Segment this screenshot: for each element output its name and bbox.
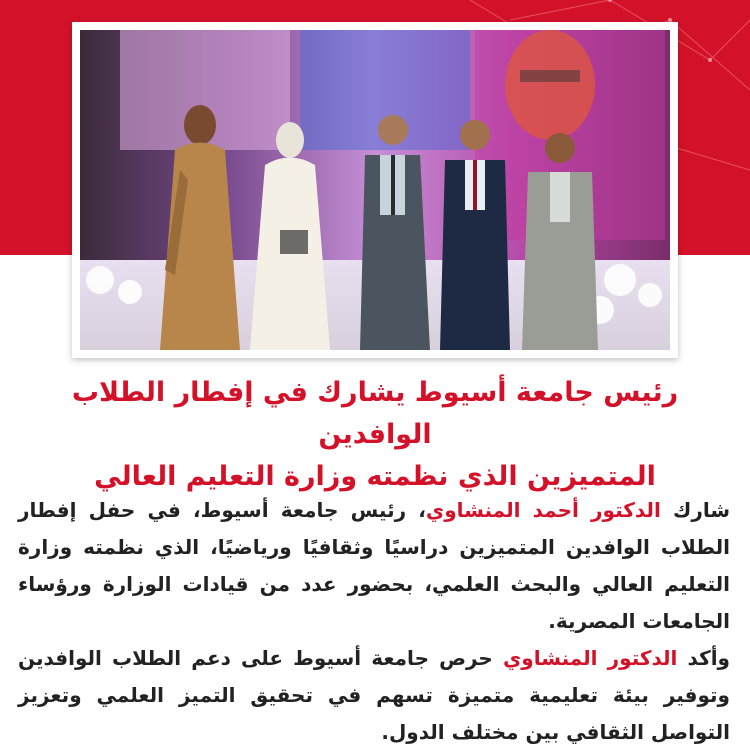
article-body [18, 492, 730, 751]
person-name-highlight-2: الدكتور المنشاوي [502, 646, 678, 670]
event-photo [80, 30, 670, 350]
headline-line-2: المتميزين الذي نظمته وزارة التعليم العالي [94, 461, 656, 492]
person-name-highlight: الدكتور أحمد المنشاوي [425, 498, 661, 522]
headline-line-1: رئيس جامعة أسيوط يشارك في إفطار الطلاب الوافدين [71, 377, 679, 450]
headline [20, 372, 730, 498]
paragraph-1-text: ، رئيس جامعة أسيوط، في حفل إفطار الطلاب الوافدين المتميزين دراسيًا وثقافيًا ورياضيًا، الذي نظمته وزارة التعليم العالي والبحث العلمي، بحضور عدد من قيادات الوزارة ورؤساء الجامعات المصرية. [18, 498, 730, 633]
photo-frame [72, 22, 678, 358]
paragraph-1-intro: شارك [660, 498, 731, 522]
paragraph-2-intro: وأكد [677, 646, 730, 670]
paragraph-2-text: حرص جامعة أسيوط على دعم الطلاب الوافدين وتوفير بيئة تعليمية متميزة تسهم في تحقيق التميز العلمي وتعزيز التواصل الثقافي بين مختلف الدول. [18, 646, 730, 744]
paragraph-1 [18, 492, 730, 640]
paragraph-2 [18, 640, 730, 751]
